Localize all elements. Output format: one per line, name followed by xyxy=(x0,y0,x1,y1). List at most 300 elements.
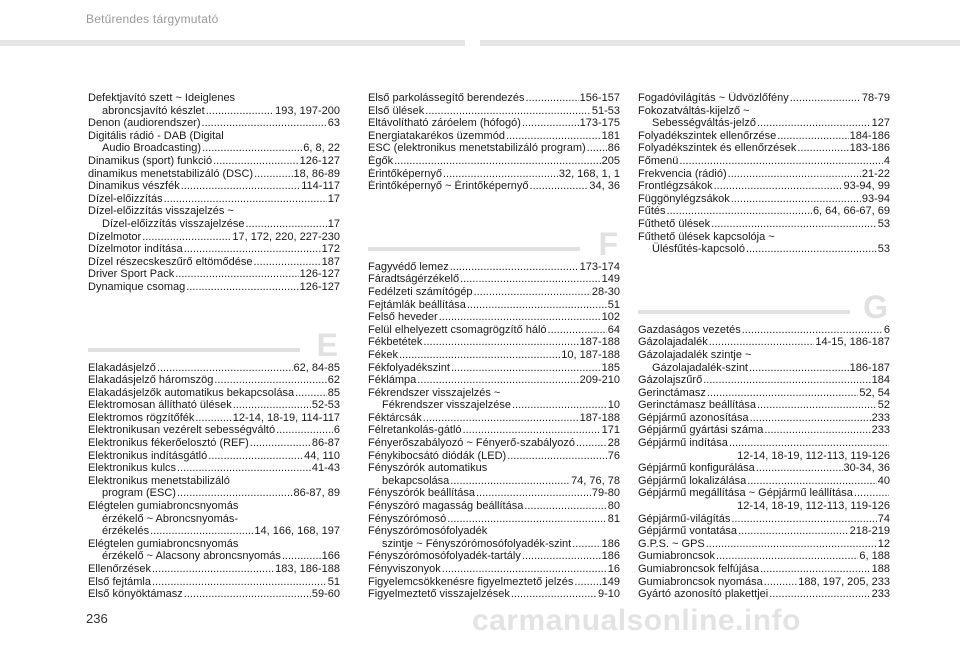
index-entry-term: Első parkolássegítő berendezés xyxy=(368,92,525,104)
index-entry-term: Fagyvédő lemez xyxy=(368,260,449,273)
index-entry-pages: 51-53 xyxy=(591,104,620,117)
dot-leader xyxy=(750,412,871,425)
index-entry-pages: 86-87, 89 xyxy=(293,487,340,500)
dot-leader xyxy=(746,243,877,256)
header-bar-right xyxy=(480,40,960,46)
index-entry xyxy=(368,500,620,513)
index-entry xyxy=(368,576,620,589)
index-entry-pages: 76 xyxy=(607,449,620,462)
index-entry-term: Fáradtságérzékelő xyxy=(368,273,460,286)
index-entry-pages: 186-187 xyxy=(849,361,890,374)
index-entry-term: Elektromosan állítható ülések xyxy=(88,399,232,412)
index-entry xyxy=(368,374,620,387)
index-entry-term: Elakadásjelző háromszög xyxy=(88,374,214,387)
index-entry xyxy=(368,550,620,563)
dot-leader xyxy=(295,387,327,400)
index-entry xyxy=(88,588,340,601)
index-entry xyxy=(88,281,340,294)
index-column-1 xyxy=(88,92,340,601)
index-entry-pages: 218-219 xyxy=(849,525,890,538)
index-entry-pages: 28-30 xyxy=(591,285,620,298)
index-entry-term: Gépjármű megállítása ~ Gépjármű leállítása xyxy=(638,487,853,500)
dot-leader xyxy=(250,437,311,450)
page-number: 236 xyxy=(86,611,108,626)
index-entry-term: Gépjármű lokalizálása xyxy=(638,474,747,487)
index-entry-pages: 183-186 xyxy=(849,142,890,155)
index-entry-term: Figyelmeztető visszajelzések xyxy=(368,588,510,601)
dot-leader xyxy=(703,374,870,387)
index-entry-term: ESC (elektronikus menetstabilizáló program) xyxy=(368,142,586,155)
section-letter: F xyxy=(598,225,618,262)
index-entry-pages: 85 xyxy=(327,386,340,399)
index-entry-term: Dízel-előizzítás visszajelzése xyxy=(102,217,245,230)
index-entry-pages: 17, 172, 220, 227-230 xyxy=(232,230,340,243)
index-entry-term: Folyadékszintek ellenőrzése xyxy=(638,129,777,142)
dot-leader xyxy=(164,193,327,206)
dot-leader xyxy=(769,588,870,601)
index-entry-term: Digitális rádió - DAB (Digital xyxy=(88,129,224,142)
dot-leader xyxy=(245,218,326,231)
dot-leader xyxy=(526,92,579,105)
index-entry xyxy=(368,324,620,337)
index-entry-pages: 184 xyxy=(871,374,890,387)
index-entry-pages: 181 xyxy=(601,129,620,142)
index-entry-term: abroncsjavító készlet xyxy=(102,104,205,117)
index-entry xyxy=(638,105,890,130)
index-entry-pages: 16 xyxy=(607,563,620,575)
dot-leader xyxy=(152,576,327,589)
index-entry-term: Fűtés xyxy=(638,205,666,218)
index-entry-pages: 186 xyxy=(601,537,620,550)
index-entry-term: Érintőképernyő xyxy=(368,167,442,180)
index-entry-pages: 9-10 xyxy=(597,588,620,601)
section-divider xyxy=(368,247,580,251)
dot-leader xyxy=(731,193,861,206)
dot-leader xyxy=(181,180,301,193)
index-entry-pages: 41-43 xyxy=(311,462,340,475)
index-entry-term: Energiatakarékos üzemmód xyxy=(368,129,505,142)
section-header xyxy=(368,221,620,262)
index-entry-term: Égők xyxy=(368,154,394,167)
index-entry-pages: 149 xyxy=(601,575,620,588)
index-entry xyxy=(368,142,620,155)
dot-leader xyxy=(423,412,579,425)
index-entry xyxy=(638,513,890,526)
index-entry xyxy=(368,105,620,118)
index-entry-term: Fényszóró magasság beállítása xyxy=(368,500,524,513)
index-entry-term: Ülésfűtés-kapcsoló xyxy=(652,243,745,256)
dot-leader xyxy=(202,142,302,155)
dot-leader xyxy=(447,513,606,526)
index-entry-term: Függönylégzsákok xyxy=(638,192,730,205)
index-entry-pages: 187-188 xyxy=(579,411,620,424)
index-entry xyxy=(368,362,620,375)
index-entry-pages: 32, 168, 1, 1 xyxy=(558,167,620,180)
index-entry xyxy=(638,205,890,218)
dot-leader xyxy=(777,130,848,143)
index-entry-pages: 102 xyxy=(601,311,620,324)
index-entry-term: Dízelmotor indítása xyxy=(88,243,183,256)
index-entry xyxy=(88,462,340,475)
index-entry xyxy=(638,550,890,563)
index-entry-term: Elektronikus indításgátló xyxy=(88,449,208,462)
dot-leader xyxy=(474,286,591,299)
index-entry-term: Fényszórók automatikus xyxy=(368,462,488,475)
index-entry-term: Gazdaságos vezetés xyxy=(638,323,741,336)
index-entry-pages: 6, 64, 66-67, 69 xyxy=(812,205,890,218)
index-entry-term: Féktárcsák xyxy=(368,411,422,424)
section-letter: E xyxy=(316,326,338,363)
dot-leader xyxy=(576,437,607,450)
dot-leader xyxy=(399,349,560,362)
index-entry xyxy=(638,130,890,143)
index-entry-pages: 62, 84-85 xyxy=(293,361,340,374)
index-entry-term: Sebességváltás-jelző xyxy=(652,117,756,130)
index-entry-term: Fényerőszabályozó ~ Fényerő-szabályozó xyxy=(368,437,575,450)
index-entry-pages: 28 xyxy=(607,437,620,450)
dot-leader xyxy=(707,387,859,400)
index-entry xyxy=(638,218,890,231)
index-entry-pages: 10, 187-188 xyxy=(561,348,620,361)
index-entry xyxy=(638,336,890,349)
index-entry xyxy=(638,231,890,256)
index-entry-pages: 173-174 xyxy=(579,260,620,273)
dot-leader xyxy=(728,168,861,181)
dot-leader xyxy=(530,180,589,193)
index-entry-term: szintje ~ Fényszórómosófolyadék-szint xyxy=(382,537,572,550)
index-entry-pages: 10 xyxy=(607,399,620,412)
index-entry-term: Fényszórómosófolyadék-tartály xyxy=(368,550,521,563)
index-entry xyxy=(88,475,340,500)
index-entry-term: Első könyöktámasz xyxy=(88,588,183,601)
index-entry-pages: 53 xyxy=(877,243,890,256)
index-entry xyxy=(368,349,620,362)
index-entry xyxy=(638,437,890,462)
dot-leader xyxy=(854,487,889,500)
index-entry xyxy=(638,424,890,437)
index-entry-pages: 81 xyxy=(607,512,620,525)
dot-leader xyxy=(186,281,298,294)
index-entry-pages: 17 xyxy=(327,217,340,230)
index-entry xyxy=(638,193,890,206)
index-entry-pages: 184-186 xyxy=(849,129,890,142)
index-entry-term: Fékek xyxy=(368,348,398,361)
index-entry-pages: 166 xyxy=(321,550,340,563)
index-entry xyxy=(88,193,340,206)
dot-leader xyxy=(152,563,274,576)
index-entry-pages: 34, 36 xyxy=(589,180,620,193)
index-entry xyxy=(368,180,620,193)
dot-leader xyxy=(282,550,321,563)
dot-leader xyxy=(679,155,883,168)
index-entry-pages: 185 xyxy=(601,361,620,374)
dot-leader xyxy=(423,336,578,349)
index-entry xyxy=(638,462,890,475)
index-entry-term: Gumiabroncsok xyxy=(638,550,716,563)
dot-leader xyxy=(757,117,871,130)
index-entry-pages: 6, 8, 22 xyxy=(303,142,340,155)
index-column-2 xyxy=(368,92,620,601)
index-entry xyxy=(638,374,890,387)
index-entry-pages: 156-157 xyxy=(579,92,620,104)
index-entry-pages: 78-79 xyxy=(861,92,890,104)
index-entry xyxy=(88,424,340,437)
index-entry-pages: 14-15, 186-187 xyxy=(815,336,890,349)
dot-leader xyxy=(214,374,326,387)
index-entry xyxy=(88,231,340,244)
index-entry-term: Gázolajadalék szintje ~ xyxy=(638,348,752,361)
index-entry-pages: 40 xyxy=(877,474,890,487)
dot-leader xyxy=(749,362,849,375)
index-entry xyxy=(88,117,340,130)
index-entry-pages: 149 xyxy=(601,273,620,286)
index-entry xyxy=(368,117,620,130)
index-entry-term: dinamikus menetstabilizáló (DSC) xyxy=(88,167,254,180)
index-entry-term: Fényszórómosó xyxy=(368,512,447,525)
index-entry-term: Elektronikus menetstabilizáló xyxy=(88,474,230,487)
index-entry xyxy=(368,588,620,601)
index-entry-pages: 59-60 xyxy=(311,588,340,601)
index-entry xyxy=(638,399,890,412)
dot-leader xyxy=(467,299,607,312)
index-entry xyxy=(368,311,620,324)
dot-leader xyxy=(276,424,333,437)
index-entry xyxy=(88,437,340,450)
index-entry xyxy=(368,130,620,143)
index-entry xyxy=(368,168,620,181)
index-entry-term: Fékbetétek xyxy=(368,336,423,349)
index-entry xyxy=(368,92,620,105)
index-entry-term: Fékrendszer visszajelzése xyxy=(382,399,511,412)
index-entry xyxy=(638,387,890,400)
dot-leader xyxy=(184,588,311,601)
index-entry-term: Fényviszonyok xyxy=(368,563,441,575)
dot-leader xyxy=(213,155,299,168)
index-entry xyxy=(368,513,620,526)
index-entry xyxy=(638,324,890,337)
index-entry-term: bekapcsolása xyxy=(382,474,450,487)
index-entry-term: Fogadóvilágítás ~ Üdvözlőfény xyxy=(638,92,789,104)
index-entry-pages: 62 xyxy=(327,374,340,387)
index-entry xyxy=(638,475,890,488)
index-entry-pages: 51 xyxy=(607,298,620,311)
dot-leader xyxy=(747,475,877,488)
index-entry-term: Felső heveder xyxy=(368,311,438,324)
index-entry-pages: 126-127 xyxy=(299,154,340,167)
index-entry xyxy=(88,243,340,256)
dot-leader xyxy=(706,538,877,551)
dot-leader xyxy=(439,311,601,324)
index-entry-pages: 183, 186-188 xyxy=(275,563,340,575)
index-entry-term: Dízel részecskeszűrő eltömődése xyxy=(88,255,253,268)
dot-leader xyxy=(253,256,320,269)
index-entry-pages: 6, 188 xyxy=(859,550,890,563)
index-entry xyxy=(88,399,340,412)
index-entry-pages: 52, 54 xyxy=(859,386,890,399)
index-entry xyxy=(88,576,340,589)
section-header xyxy=(638,284,890,325)
index-entry-pages: 126-127 xyxy=(299,268,340,281)
index-entry xyxy=(638,180,890,193)
dot-leader xyxy=(476,487,591,500)
index-entry-term: Ellenőrzések xyxy=(88,563,151,575)
index-entry xyxy=(368,563,620,576)
index-entry-term: Felül elhelyezett csomagrögzítő háló xyxy=(368,323,547,336)
index-entry xyxy=(88,155,340,168)
index-entry-pages: 205 xyxy=(601,154,620,167)
index-entry-term: Gumiabroncsok nyomása xyxy=(638,575,763,588)
dot-leader xyxy=(506,130,601,143)
index-entry-term: Gerinctámasz xyxy=(638,386,706,399)
index-entry-pages: 127 xyxy=(871,117,890,130)
dot-leader xyxy=(195,412,231,425)
index-entry xyxy=(88,168,340,181)
index-entry-term: Denon (audiorendszer) xyxy=(88,117,201,130)
index-entry-term: Fényszórómosófolyadék xyxy=(368,525,488,538)
dot-leader xyxy=(254,168,292,181)
index-entry-term: Gépjármű konfigurálása xyxy=(638,462,755,475)
dot-leader xyxy=(451,362,601,375)
index-entry-term: Fékrendszer visszajelzés ~ xyxy=(368,386,501,399)
index-entry-term: Féklámpa xyxy=(368,374,417,387)
dot-leader xyxy=(731,513,876,526)
dot-leader xyxy=(764,576,798,589)
index-entry xyxy=(368,299,620,312)
index-entry-pages: 86 xyxy=(607,142,620,155)
dot-leader xyxy=(460,273,601,286)
dot-leader xyxy=(442,563,607,576)
index-entry-term: Fokozatváltás-kijelző ~ xyxy=(638,104,750,117)
index-entry xyxy=(88,563,340,576)
dot-leader xyxy=(757,399,877,412)
index-entry-pages: 187 xyxy=(321,255,340,268)
index-entry xyxy=(368,155,620,168)
index-entry-term: Gázolajszűrő xyxy=(638,374,703,387)
index-entry-pages: 171 xyxy=(601,424,620,437)
index-entry-pages: 63 xyxy=(327,117,340,130)
index-entry xyxy=(638,155,890,168)
index-entry-pages: 188, 197, 205, 233 xyxy=(798,575,890,588)
section-divider xyxy=(638,310,850,314)
index-entry xyxy=(368,286,620,299)
dot-leader xyxy=(394,155,601,168)
index-entry xyxy=(638,412,890,425)
dot-leader xyxy=(177,487,293,500)
index-entry xyxy=(88,387,340,400)
index-entry-term: Fénykibocsátó diódák (LED) xyxy=(368,449,507,462)
index-entry xyxy=(368,273,620,286)
index-entry-term: Dinamikus vészfék xyxy=(88,180,180,193)
index-entry-term: Érintőképernyő ~ Érintőképernyő xyxy=(368,180,529,193)
index-entry-term: Figyelemcsökkenésre figyelmeztető jelzés xyxy=(368,575,574,588)
dot-leader xyxy=(463,424,601,437)
index-entry-pages: 209-210 xyxy=(579,374,620,387)
index-entry-pages: 12-14, 18-19, 112-113, 119-126 xyxy=(737,449,890,462)
index-entry-pages: 44, 110 xyxy=(304,449,340,462)
index-entry-pages: 64 xyxy=(607,323,620,336)
index-entry-term: Frekvencia (rádió) xyxy=(638,167,727,180)
index-entry-pages: 79-80 xyxy=(591,487,620,500)
index-entry xyxy=(368,336,620,349)
index-entry xyxy=(368,412,620,425)
index-entry-pages: 173-175 xyxy=(579,117,620,130)
index-entry-term: Driver Sport Pack xyxy=(88,268,175,281)
index-entry-pages: 14, 166, 168, 197 xyxy=(254,525,340,538)
index-entry-pages: 80 xyxy=(607,500,620,513)
dot-leader xyxy=(202,117,327,130)
index-entry xyxy=(638,349,890,374)
index-entry xyxy=(638,525,890,538)
index-entry xyxy=(88,374,340,387)
index-entry-pages: 12-14, 18-19, 112-113, 119-126 xyxy=(737,500,890,513)
index-entry-term: Fejtámlák beállítása xyxy=(368,298,466,311)
index-entry xyxy=(638,92,890,105)
index-entry-pages: 74 xyxy=(877,512,890,525)
index-entry xyxy=(88,362,340,375)
index-entry-term: Fékfolyadékszint xyxy=(368,361,450,374)
dot-leader xyxy=(711,218,877,231)
index-entry-pages: 74, 76, 78 xyxy=(571,474,620,487)
index-entry-term: Fűthető ülések xyxy=(638,217,711,230)
dot-leader xyxy=(150,525,253,538)
index-entry xyxy=(88,450,340,463)
dot-leader xyxy=(790,92,861,105)
section-header xyxy=(88,322,340,363)
index-entry xyxy=(368,525,620,550)
index-entry-term: Gépjármű azonosítása xyxy=(638,411,749,424)
index-entry-term: G.P.S. ~ GPS xyxy=(638,537,705,550)
dot-leader xyxy=(524,500,606,513)
index-entry-term: Fedélzeti számítógép xyxy=(368,285,473,298)
index-entry xyxy=(368,437,620,450)
index-entry-term: Gépjármű indítása xyxy=(638,437,728,450)
index-entry-term: Első fejtámla xyxy=(88,575,151,588)
dot-leader xyxy=(507,450,607,463)
index-entry-pages: 233 xyxy=(871,411,890,424)
dot-leader xyxy=(177,462,311,475)
dot-leader xyxy=(587,142,607,155)
index-entry-term: Főmenü xyxy=(638,154,679,167)
index-entry-term: Dynamique csomag xyxy=(88,280,186,293)
index-entry-pages: 193, 197-200 xyxy=(275,104,340,117)
index-entry-term: érzékelő ~ Abroncsnyomás- xyxy=(102,512,239,525)
dot-leader xyxy=(425,105,591,118)
index-entry-pages: 12 xyxy=(877,537,890,550)
index-entry-pages: 233 xyxy=(871,424,890,437)
index-entry xyxy=(88,500,340,538)
index-entry xyxy=(88,268,340,281)
index-entry xyxy=(638,588,890,601)
index-entry-term: Gépjármű gyártási száma xyxy=(638,424,764,437)
dot-leader xyxy=(450,261,579,274)
index-entry-pages: 18, 86-89 xyxy=(293,167,340,180)
dot-leader xyxy=(548,324,607,337)
index-entry-term: Defektjavító szett ~ Ideiglenes xyxy=(88,92,236,104)
index-entry-term: Fűthető ülések kapcsolója ~ xyxy=(638,230,775,243)
index-entry-pages: 6 xyxy=(883,323,890,336)
dot-leader xyxy=(522,550,601,563)
index-entry xyxy=(88,256,340,269)
index-entry-pages: 51 xyxy=(327,575,340,588)
index-entry-pages: 17 xyxy=(327,192,340,205)
index-entry-term: Folyadékszintek és ellenőrzések xyxy=(638,142,797,155)
dot-leader xyxy=(667,205,812,218)
dot-leader xyxy=(511,588,597,601)
index-column-3 xyxy=(638,92,890,601)
index-entry-pages: 86-87 xyxy=(311,437,340,450)
dot-leader xyxy=(443,168,558,181)
index-entry-pages: 4 xyxy=(883,154,890,167)
